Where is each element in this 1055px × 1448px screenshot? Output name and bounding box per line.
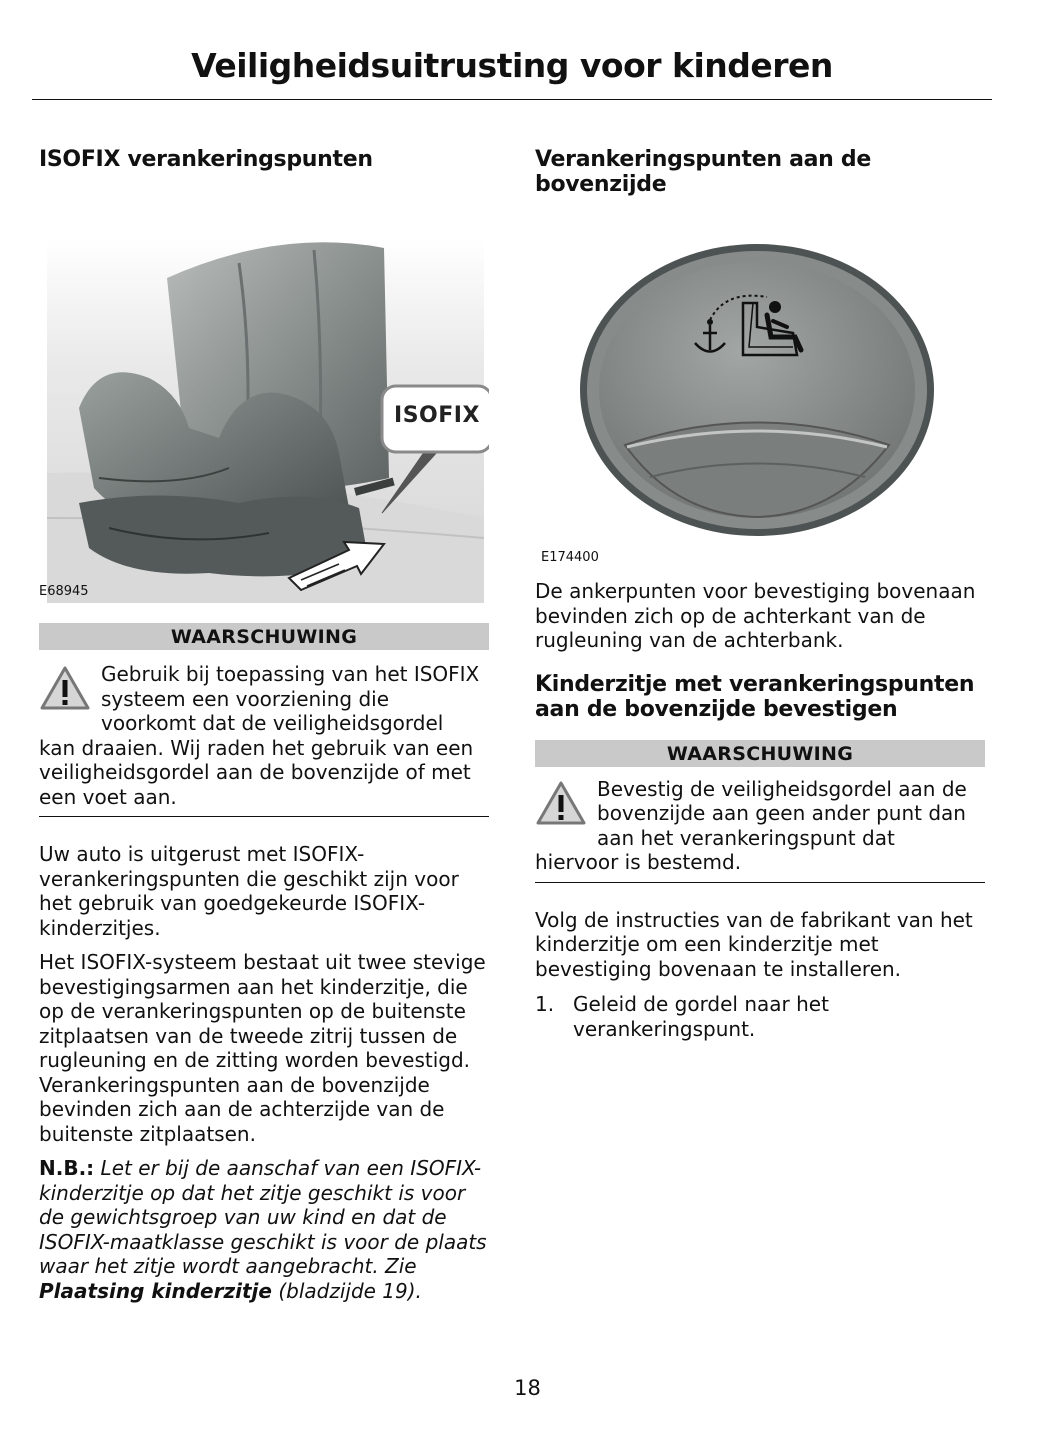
warning-triangle-icon	[535, 779, 587, 827]
top-tether-figure	[535, 215, 985, 565]
warning-label-right: WAARSCHUWING	[535, 740, 985, 767]
top-tether-heading: Verankeringspunten aan de bovenzijde	[535, 147, 871, 197]
figure-id-right: E174400	[541, 550, 599, 565]
figure-id-left: E68945	[39, 584, 89, 599]
steps-list	[535, 992, 985, 1041]
note-xref-link[interactable]: Plaatsing kinderzitje	[39, 1278, 272, 1303]
top-tether-anchor-icon	[535, 215, 985, 545]
right-column	[535, 144, 985, 1041]
warning-line-2-right: bovenzijde aan geen ander punt dan	[597, 801, 966, 825]
warning-box-right	[535, 740, 985, 883]
warning-end-rule-right	[535, 882, 985, 883]
warning-label-left: WAARSCHUWING	[39, 623, 489, 650]
note-page-ref: (bladzijde 19).	[278, 1278, 422, 1303]
warning-rest-right: hiervoor is bestemd.	[535, 850, 742, 874]
warning-triangle-icon	[39, 664, 91, 712]
page-number: 18	[514, 1376, 541, 1400]
isofix-callout-label: ISOFIX	[394, 403, 480, 428]
warning-line-1-left: Gebruik bij toepassing van het ISOFIX	[101, 662, 480, 686]
page-title: Veiligheidsuitrusting voor kinderen	[191, 46, 833, 85]
warning-rest-left: kan draaien. Wij raden het gebruik van een veiligheidsgordel aan de bovenzijde of met een voet aan.	[39, 735, 474, 809]
warning-line-1-right: Bevestig de veiligheidsgordel aan de	[597, 776, 967, 801]
note-see: Zie	[385, 1254, 417, 1278]
step-number: 1.	[535, 992, 555, 1016]
paragraph-isofix-intro: Uw auto is uitgerust met ISOFIX-verankeringspunten die geschikt zijn voor het gebruik van goedgekeurde ISOFIX-kinderzitjes.	[39, 842, 459, 940]
left-column	[39, 144, 489, 1303]
step-item	[535, 992, 985, 1041]
isofix-heading: ISOFIX verankeringspunten	[39, 147, 373, 172]
note-label: N.B.:	[39, 1156, 95, 1180]
paragraph-instructions: Volg de instructies van de fabrikant van het kinderzitje om een kinderzitje met bevestiging bovenaan te installeren.	[535, 907, 973, 981]
title-divider	[32, 99, 992, 100]
warning-line-3-right: aan het verankeringspunt dat	[597, 825, 895, 850]
isofix-figure	[39, 188, 489, 603]
warning-box-left	[39, 623, 489, 817]
step-text: Geleid de gordel naar het verankeringspunt.	[573, 992, 829, 1041]
note-text: Let er bij de aanschaf van een ISOFIX-kinderzitje op dat het zitje geschikt is voor de gewichtsgroep van uw kind en dat de ISOFIX-maatklasse geschikt is voor de plaats waar het zitje wordt aangebracht.	[39, 1156, 487, 1278]
paragraph-anchor-location: De ankerpunten voor bevestiging bovenaan bevinden zich op de achterkant van de rugleuning van de achterbank.	[535, 579, 976, 652]
warning-line-2-left: systeem een voorziening die	[101, 686, 390, 711]
install-heading: Kinderzitje met verankeringspunten aan de bovenzijde bevestigen	[535, 671, 975, 722]
warning-end-rule-left	[39, 816, 489, 817]
child-seat-illustration	[39, 188, 489, 603]
warning-line-3-left: voorkomt dat de veiligheidsgordel	[101, 711, 444, 735]
paragraph-isofix-system: Het ISOFIX-systeem bestaat uit twee stevige bevestigingsarmen aan het kinderzitje, die op de verankeringspunten op de buitenste zitplaatsen van de tweede zitrij tussen de rugleuning en de zitting worden bevestigd. Verankeringspunten aan de bovenzijde bevinden zich aan de achterzijde van de buitenste zitplaatsen.	[39, 950, 486, 1146]
note-paragraph	[39, 1156, 489, 1303]
